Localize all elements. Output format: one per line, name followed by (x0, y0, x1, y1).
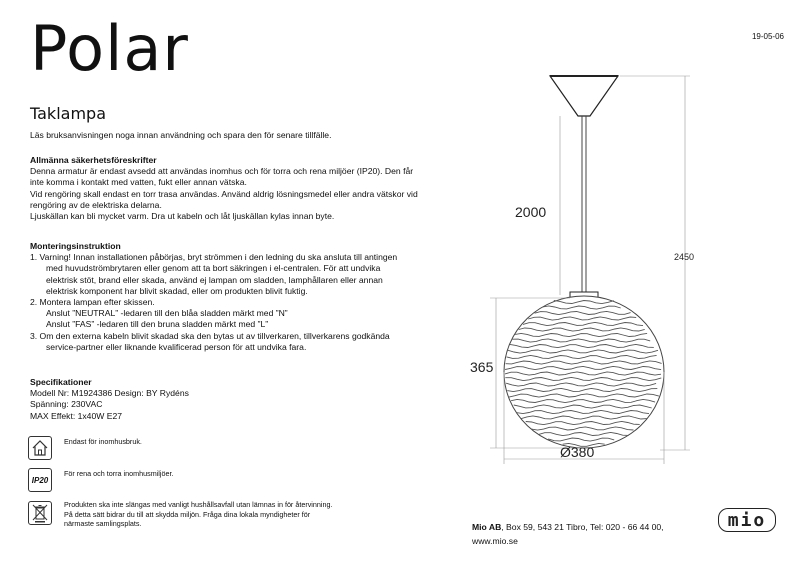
ip20-label: IP20 (31, 475, 49, 485)
safety-line: Vid rengöring skall endast en torr trasa användas. Använd aldrig lösningsmedel eller andra vätskor vid (30, 188, 418, 199)
mounting-step-3 (30, 331, 460, 353)
indoor-use-text: Endast för inomhusbruk. (64, 437, 142, 446)
recycling-text: Produkten ska inte slängas med vanligt hushållsavfall utan lämnas in för återvinning. På detta sätt bidrar du till att skydda miljön. Fråga dina lokala myndigheter för närmaste samlingsplats. (64, 500, 333, 528)
safety-section (30, 155, 460, 222)
step-line: med huvudströmbrytaren eller genom att ta bort säkringen i el-centralen. För att undvika (46, 263, 381, 274)
spec-line: Modell Nr: M1924386 Design: BY Rydéns (30, 388, 189, 399)
company-address: , Box 59, 543 21 Tibro, Tel: 020 - 66 44 00, (501, 522, 664, 532)
product-title: Polar (30, 12, 189, 85)
total-height-label: 2450 (674, 252, 695, 262)
step-line: elektrisk komponent har blivit skadad, eller om produkten blivit fuktig. (46, 285, 308, 296)
step-line: 1. Varning! Innan installationen påbörjas, bryt strömmen i den ledning du ska ansluta till antingen (30, 252, 398, 263)
mio-logo-text: mio (727, 509, 767, 531)
mounting-step-1 (30, 252, 460, 297)
mio-logo (718, 508, 776, 532)
specs-heading: Specifikationer (30, 377, 92, 387)
lamp-dimension-drawing (460, 60, 760, 470)
safety-heading: Allmänna säkerhetsföreskrifter (30, 155, 157, 165)
step-line: Anslut ”NEUTRAL” -ledaren till den blåa sladden märkt med ”N” (46, 308, 288, 319)
ceiling-canopy (550, 76, 618, 116)
company-name: Mio AB (472, 522, 502, 532)
shade-height-label: 365 (470, 359, 494, 375)
crossed-bin-icon (28, 501, 52, 525)
step-line: 3. Om den externa kabeln blivit skadad ska den bytas ut av tillverkaren, tillverkarens godkända (30, 330, 390, 341)
safety-line: Ljuskällan kan bli mycket varm. Dra ut kabeln och låt ljuskällan kylas innan byte. (30, 211, 335, 222)
mounting-heading: Monteringsinstruktion (30, 241, 121, 251)
safety-line: Denna armatur är endast avsedd att användas inomhus och för torra och rena miljöer (IP20). Den får (30, 166, 414, 177)
step-line: elektrisk stöt, brand eller skada, använd ej lampan om sladden, lamphållaren eller annan (46, 274, 383, 285)
step-line: service-partner eller liknande kvalificerad person för att undvika fara. (46, 341, 307, 352)
company-info (472, 521, 664, 548)
intro-text: Läs bruksanvisningen noga innan användning och spara den för senare tillfälle. (30, 130, 332, 140)
house-icon (28, 436, 52, 460)
step-line: 2. Montera lampan efter skissen. (30, 297, 155, 308)
company-web: www.mio.se (472, 535, 518, 546)
diameter-label: Ø380 (560, 444, 595, 460)
mounting-step-2 (30, 297, 460, 331)
step-line: Anslut ”FAS” -ledaren till den bruna sladden märkt med ”L” (46, 319, 269, 330)
safety-line: rengöring av de elektriska delarna. (30, 199, 162, 210)
cord-length-label: 2000 (515, 204, 547, 220)
specs-section (30, 377, 460, 422)
mounting-section (30, 241, 460, 353)
document-date: 19-05-06 (751, 32, 784, 41)
ip20-icon (28, 468, 52, 492)
product-subtitle: Taklampa (30, 104, 106, 123)
spec-line: MAX Effekt: 1x40W E27 (30, 410, 123, 421)
spec-line: Spänning: 230VAC (30, 399, 103, 410)
ip20-text: För rena och torra inomhusmiljöer. (64, 469, 174, 478)
safety-line: inte komma i kontakt med vatten, fukt eller annan vätska. (30, 177, 247, 188)
